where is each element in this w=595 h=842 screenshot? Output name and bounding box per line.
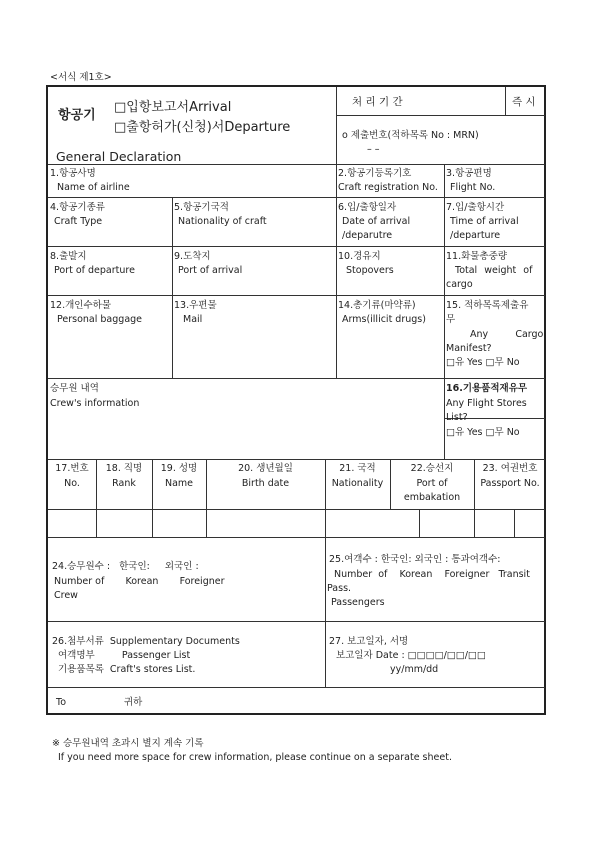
crew-row-name-cell[interactable] (153, 510, 205, 536)
crew-row-rank-cell[interactable] (97, 510, 151, 536)
arrival-port-label-en: Port of arrival (178, 265, 243, 276)
flight-stores-label: 16.기용품적재유무 (446, 383, 528, 394)
column-header-rank-en: Rank (112, 478, 136, 489)
report-date-format: yy/mm/dd (390, 664, 439, 675)
column-header-nationality-en: Nationality (331, 478, 384, 489)
craft-registration-label-en: Craft registration No. (338, 182, 438, 193)
processing-period-label: 처 리 기 간 (352, 96, 403, 108)
craft-nationality-label-en: Nationality of craft (178, 216, 267, 227)
passenger-count-label-en2: Pass. (327, 583, 352, 594)
cargo-manifest-yes-no[interactable]: □유 Yes □무 No (446, 357, 520, 368)
crew-row-embarkation-cell[interactable] (420, 510, 513, 536)
supplementary-documents-label: 26.첨부서류 Supplementary Documents (52, 636, 240, 647)
general-declaration-title: General Declaration (56, 149, 182, 164)
column-header-number-en: No. (64, 478, 80, 489)
mail-label: 13.우편물 (174, 300, 217, 311)
cargo-weight-label-en2: cargo (446, 279, 473, 290)
crew-count-label-en2: Crew (54, 590, 78, 601)
arrival-date-label: 6.입/출항일자 (338, 202, 397, 213)
footnote-korean: ※ 승무원내역 초과시 별지 계속 기록 (52, 738, 204, 749)
craft-type-label: 4.항공기종류 (50, 202, 105, 213)
flight-number-label: 3.항공편명 (446, 168, 492, 179)
submission-number-label: o 제출번호(적하목록 No : MRN) (342, 130, 479, 141)
crew-row-birth-cell[interactable] (207, 510, 324, 536)
arrival-checkbox-label[interactable]: □입항보고서Arrival (114, 100, 232, 115)
crew-info-label: 승무원 내역 (50, 383, 99, 394)
passenger-count-label: 25.여객수 : 한국인: 외국인 : 통과여객수: (329, 554, 501, 565)
crew-row-passport-cell[interactable] (515, 510, 544, 536)
passenger-count-label-en3: Passengers (331, 597, 385, 608)
arrival-time-label: 7.입/출항시간 (446, 202, 505, 213)
arrival-date-label-en: Date of arrival (342, 216, 411, 227)
column-header-name-en: Name (164, 478, 194, 489)
recipient-to-label: To (56, 697, 67, 708)
column-header-embarkation-en2: embakation (403, 492, 461, 503)
craft-nationality-label: 5.항공기국적 (174, 202, 229, 213)
airline-name-label-en: Name of airline (57, 182, 130, 193)
crew-row-nationality-cell[interactable] (326, 510, 418, 536)
craft-registration-label: 2.항공기등록기호 (338, 168, 412, 179)
processing-period-value: 즉 시 (512, 96, 536, 108)
column-header-embarkation: 22.승선지 (410, 463, 454, 474)
footnote-english: If you need more space for crew information, please continue on a separate sheet. (58, 752, 452, 763)
crafts-stores-list-label: 기용품목록 Craft's stores List. (58, 664, 196, 675)
personal-baggage-label: 12.개인수하물 (50, 300, 111, 311)
cargo-weight-label-en: Total weight of (455, 265, 533, 276)
cargo-weight-label: 11.화물총중량 (446, 251, 507, 262)
arrival-time-label-en: Time of arrival (450, 216, 519, 227)
flight-stores-label-en: Any Flight Stores (446, 398, 527, 409)
stopovers-label-en: Stopovers (346, 265, 394, 276)
recipient-honorific: 귀하 (124, 697, 143, 708)
flight-stores-yes-no[interactable]: □유 Yes □무 No (446, 427, 520, 438)
cargo-manifest-label-2: 무 (446, 314, 456, 325)
cargo-manifest-label-en2: Manifest? (446, 343, 492, 354)
column-header-name: 19. 성명 (160, 463, 198, 474)
form-number: <서식 제1호> (50, 72, 112, 83)
passenger-list-label: 여객명부 Passenger List (58, 650, 191, 661)
crew-row-number-cell[interactable] (49, 510, 95, 536)
column-header-passport: 23. 여권번호 (482, 463, 538, 474)
mail-label-en: Mail (183, 314, 203, 325)
flight-number-label-en: Flight No. (450, 182, 496, 193)
departure-port-label: 8.출발지 (50, 251, 87, 262)
column-header-birth-date-en: Birth date (241, 478, 290, 489)
departure-port-label-en: Port of departure (54, 265, 135, 276)
column-header-birth-date: 20. 생년월일 (238, 463, 293, 474)
flight-stores-label-en2: List? (446, 412, 468, 423)
cargo-manifest-label-en: Any Cargo (470, 329, 544, 340)
report-date-field[interactable]: 보고일자 Date : □□□□/□□/□□ (336, 650, 486, 661)
column-header-rank: 18. 직명 (105, 463, 143, 474)
report-date-signature-label: 27. 보고일자, 서명 (329, 636, 409, 647)
airline-name-label: 1.항공사명 (50, 168, 96, 179)
arrival-date-label-en2: /deparutre (342, 230, 393, 241)
stopovers-label: 10.경유지 (338, 251, 381, 262)
column-header-passport-en: Passport No. (480, 478, 540, 489)
column-header-nationality: 21. 국적 (339, 463, 376, 474)
passenger-count-label-en: Number of Korean Foreigner Transit (334, 569, 530, 580)
craft-type-label-en: Craft Type (54, 216, 103, 227)
crew-info-label-en: Crew's information (50, 398, 140, 409)
submission-number-field[interactable]: – – (367, 144, 380, 155)
crew-count-label: 24.승무원수 : 한국인: 외국인 : (52, 561, 199, 572)
arrival-time-label-en2: /departure (450, 230, 501, 241)
crew-count-label-en: Number of Korean Foreigner (54, 576, 225, 587)
personal-baggage-label-en: Personal baggage (57, 314, 143, 325)
arms-label: 14.총기류(마약류) (338, 300, 416, 311)
departure-checkbox-label[interactable]: □출항허가(신청)서Departure (114, 120, 291, 135)
column-header-number: 17.번호 (55, 463, 89, 474)
arms-label-en: Arms(illicit drugs) (342, 314, 426, 325)
aircraft-title: 항공기 (58, 108, 96, 123)
cargo-manifest-label: 15. 적하목록제출유 (446, 300, 529, 311)
arrival-port-label: 9.도착지 (174, 251, 211, 262)
column-header-embarkation-en: Port of (416, 478, 448, 489)
